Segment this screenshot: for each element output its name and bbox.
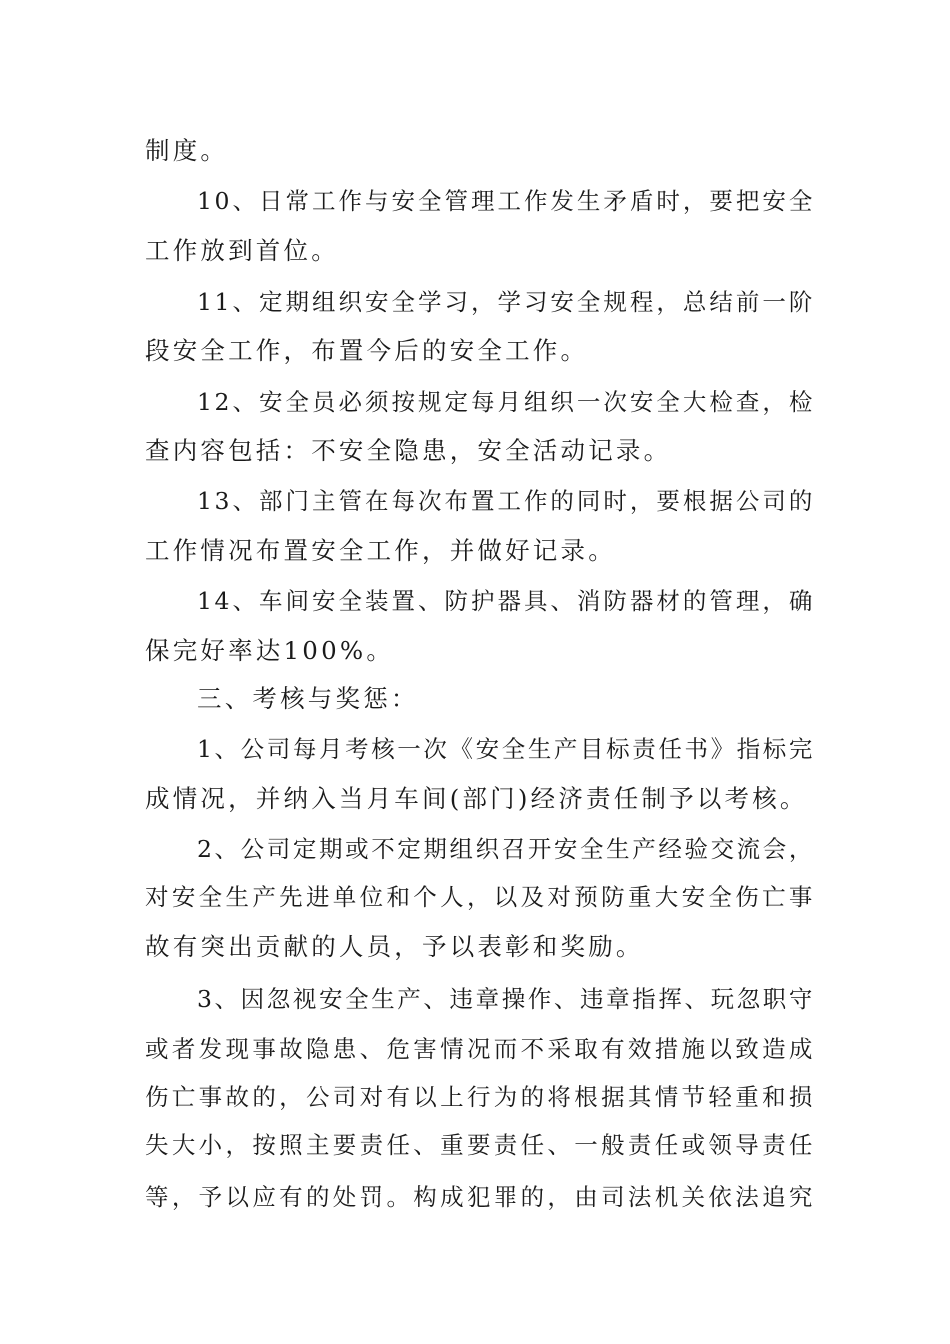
text-line: 制度。: [145, 136, 229, 165]
text-line: 保完好率达100%。: [145, 636, 395, 665]
text-line: 伤亡事故的，公司对有以上行为的将根据其情节轻重和损: [145, 1083, 815, 1111]
text-line: 3、因忽视安全生产、违章操作、违章指挥、玩忽职守: [197, 985, 815, 1013]
text-line: 等，予以应有的处罚。构成犯罪的，由司法机关依法追究: [145, 1183, 815, 1211]
text-line: 13、部门主管在每次布置工作的同时，要根据公司的: [197, 487, 815, 515]
text-line: 工作情况布置安全工作，并做好记录。: [145, 536, 616, 565]
text-line: 失大小，按照主要责任、重要责任、一般责任或领导责任: [145, 1131, 815, 1159]
section-heading: 三、考核与奖惩：: [197, 684, 419, 713]
text-line: 成情况，并纳入当月车间(部门)经济责任制予以考核。: [145, 784, 808, 813]
text-line: 查内容包括：不安全隐患，安全活动记录。: [145, 436, 672, 465]
text-line: 10、日常工作与安全管理工作发生矛盾时，要把安全: [197, 187, 815, 215]
text-line: 工作放到首位。: [145, 236, 339, 265]
text-line: 11、定期组织安全学习，学习安全规程，总结前一阶: [197, 288, 815, 316]
text-line: 段安全工作，布置今后的安全工作。: [145, 336, 589, 365]
text-line: 12、安全员必须按规定每月组织一次安全大检查，检: [197, 388, 815, 416]
text-line: 故有突出贡献的人员，予以表彰和奖励。: [145, 932, 644, 961]
text-line: 对安全生产先进单位和个人，以及对预防重大安全伤亡事: [145, 883, 815, 911]
text-line: 或者发现事故隐患、危害情况而不采取有效措施以致造成: [145, 1035, 815, 1063]
text-line: 1、公司每月考核一次《安全生产目标责任书》指标完: [197, 735, 815, 763]
text-line: 2、公司定期或不定期组织召开安全生产经验交流会，: [197, 835, 815, 863]
text-line: 14、车间安全装置、防护器具、消防器材的管理，确: [197, 587, 815, 615]
